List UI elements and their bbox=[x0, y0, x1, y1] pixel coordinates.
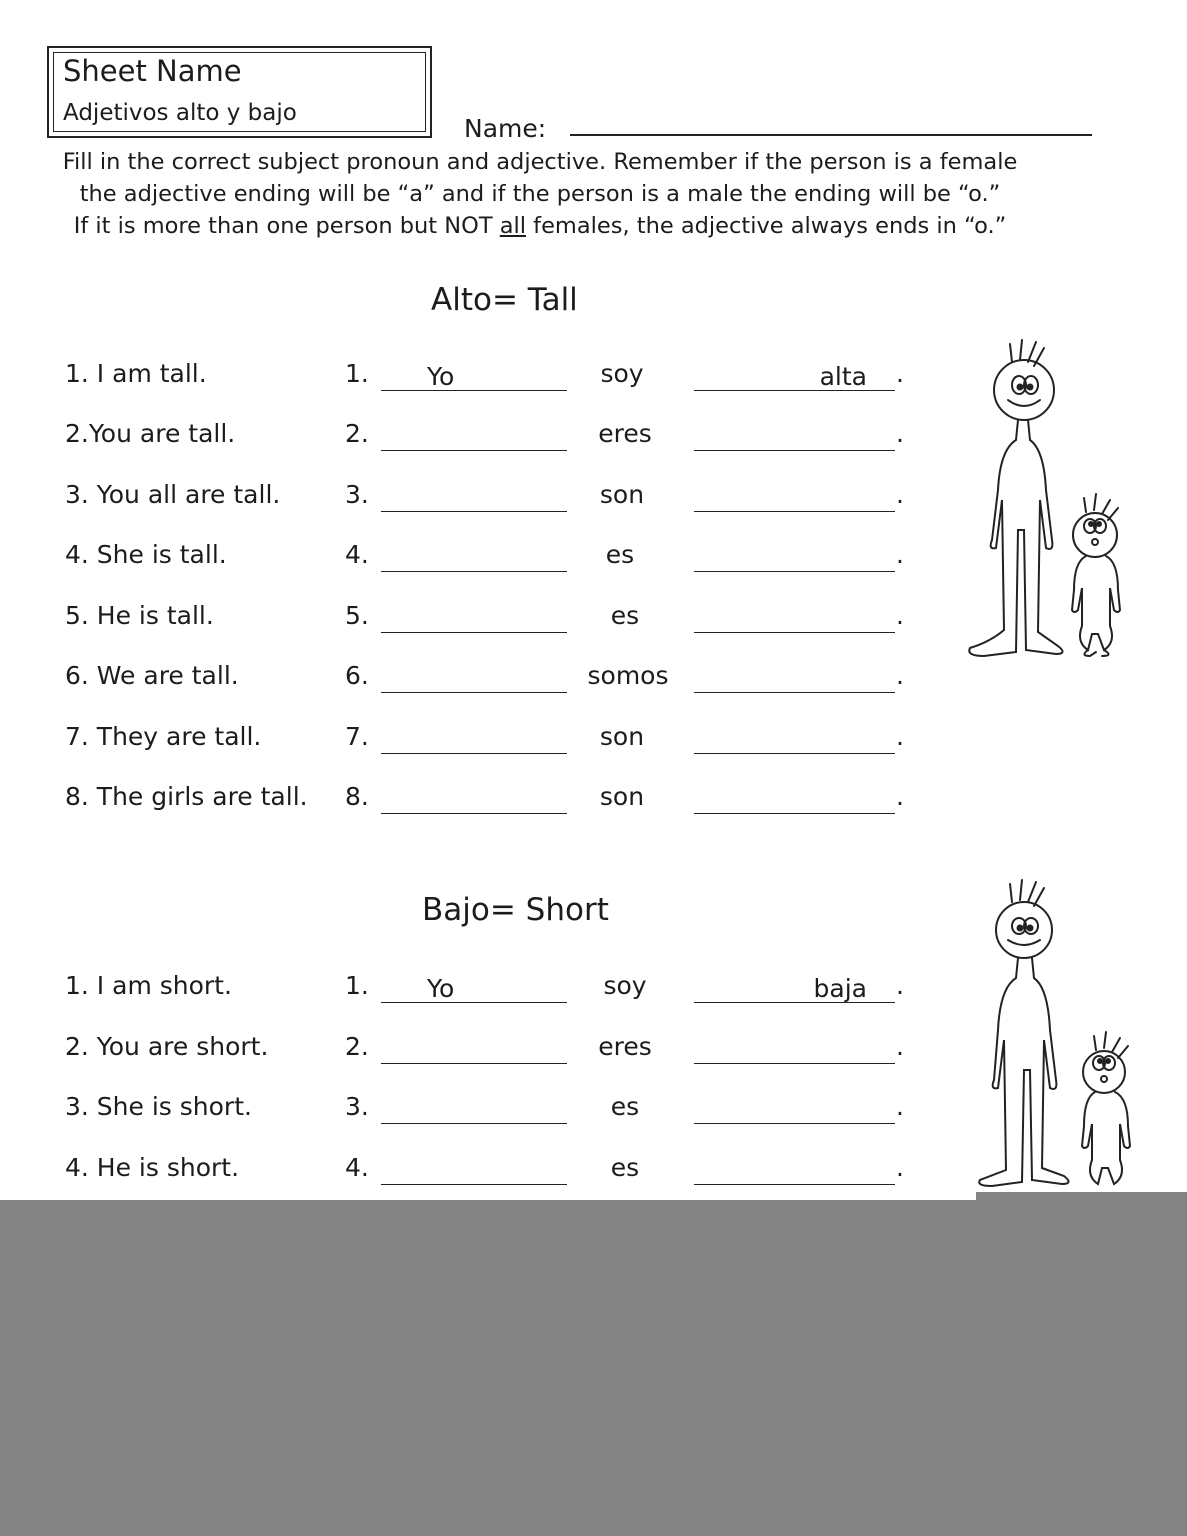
exercise-english-sentence: 1. I am short. bbox=[65, 971, 232, 1000]
exercise-english-sentence: 5. He is tall. bbox=[65, 601, 214, 630]
sentence-period: . bbox=[896, 540, 904, 569]
sentence-period: . bbox=[896, 661, 904, 690]
verb-form: son bbox=[599, 722, 645, 751]
exercise-number: 1. bbox=[345, 971, 369, 1000]
exercise-english-sentence: 6. We are tall. bbox=[65, 661, 239, 690]
exercise-number: 7. bbox=[345, 722, 369, 751]
pronoun-blank[interactable] bbox=[381, 663, 567, 693]
gray-overlay-area bbox=[0, 1200, 1187, 1536]
exercise-number: 2. bbox=[345, 419, 369, 448]
exercise-number: 2. bbox=[345, 1032, 369, 1061]
verb-form: eres bbox=[598, 419, 652, 448]
adjective-blank[interactable] bbox=[694, 603, 895, 633]
exercise-number: 8. bbox=[345, 782, 369, 811]
pronoun-blank[interactable] bbox=[381, 542, 567, 572]
section-title-short: Bajo= Short bbox=[422, 892, 609, 928]
pronoun-blank[interactable] bbox=[381, 361, 567, 391]
verb-form: eres bbox=[598, 1032, 652, 1061]
exercise-english-sentence: 4. He is short. bbox=[65, 1153, 240, 1182]
name-blank-line[interactable] bbox=[570, 134, 1092, 136]
pronoun-blank[interactable] bbox=[381, 603, 567, 633]
sheet-title: Sheet Name bbox=[63, 54, 242, 88]
exercise-number: 6. bbox=[345, 661, 369, 690]
pronoun-blank[interactable] bbox=[381, 1155, 567, 1185]
adjective-answer: baja bbox=[813, 974, 867, 1003]
verb-form: soy bbox=[603, 971, 647, 1000]
sentence-period: . bbox=[896, 601, 904, 630]
adjective-answer: alta bbox=[819, 362, 867, 391]
pronoun-blank[interactable] bbox=[381, 784, 567, 814]
exercise-number: 5. bbox=[345, 601, 369, 630]
adjective-blank[interactable] bbox=[694, 973, 895, 1003]
instructions-line-3-start: If it is more than one person but NOT bbox=[73, 213, 500, 239]
adjective-blank[interactable] bbox=[694, 784, 895, 814]
sentence-period: . bbox=[896, 1153, 904, 1182]
sentence-period: . bbox=[896, 782, 904, 811]
verb-form: es bbox=[605, 540, 635, 569]
sentence-period: . bbox=[896, 971, 904, 1000]
adjective-blank[interactable] bbox=[694, 542, 895, 572]
instructions-line-1: Fill in the correct subject pronoun and adjective. Remember if the person is a female bbox=[62, 149, 1018, 175]
pronoun-blank[interactable] bbox=[381, 482, 567, 512]
verb-form: es bbox=[610, 1092, 640, 1121]
exercise-english-sentence: 3. She is short. bbox=[65, 1092, 252, 1121]
sentence-period: . bbox=[896, 480, 904, 509]
pronoun-blank[interactable] bbox=[381, 1094, 567, 1124]
pronoun-answer: Yo bbox=[427, 362, 455, 391]
verb-form: son bbox=[599, 782, 645, 811]
pronoun-blank[interactable] bbox=[381, 421, 567, 451]
exercise-english-sentence: 3. You all are tall. bbox=[65, 480, 281, 509]
verb-form: son bbox=[599, 480, 645, 509]
sheet-subtitle: Adjetivos alto y bajo bbox=[63, 100, 297, 126]
instructions-line-3 bbox=[40, 210, 1040, 242]
adjective-blank[interactable] bbox=[694, 1034, 895, 1064]
adjective-blank[interactable] bbox=[694, 482, 895, 512]
pronoun-blank[interactable] bbox=[381, 724, 567, 754]
exercise-number: 1. bbox=[345, 359, 369, 388]
tall-and-short-figures-illustration bbox=[940, 330, 1140, 670]
instructions-line-3-end: females, the adjective always ends in “o.” bbox=[526, 213, 1007, 239]
exercise-number: 4. bbox=[345, 1153, 369, 1182]
tall-and-short-figures-illustration-2 bbox=[950, 870, 1150, 1200]
sentence-period: . bbox=[896, 359, 904, 388]
pronoun-blank[interactable] bbox=[381, 973, 567, 1003]
instructions-underlined-all: all bbox=[499, 213, 527, 239]
pronoun-blank[interactable] bbox=[381, 1034, 567, 1064]
verb-form: somos bbox=[587, 661, 669, 690]
name-label: Name: bbox=[464, 114, 547, 143]
adjective-blank[interactable] bbox=[694, 1155, 895, 1185]
exercise-english-sentence: 7. They are tall. bbox=[65, 722, 262, 751]
exercise-number: 4. bbox=[345, 540, 369, 569]
verb-form: es bbox=[610, 601, 640, 630]
adjective-blank[interactable] bbox=[694, 1094, 895, 1124]
exercise-english-sentence: 2.You are tall. bbox=[65, 419, 236, 448]
instructions-line-2: the adjective ending will be “a” and if the person is a male the ending will be “o.” bbox=[79, 181, 1001, 207]
exercise-number: 3. bbox=[345, 480, 369, 509]
sentence-period: . bbox=[896, 722, 904, 751]
adjective-blank[interactable] bbox=[694, 724, 895, 754]
adjective-blank[interactable] bbox=[694, 361, 895, 391]
exercise-english-sentence: 1. I am tall. bbox=[65, 359, 207, 388]
adjective-blank[interactable] bbox=[694, 421, 895, 451]
sentence-period: . bbox=[896, 1032, 904, 1061]
sentence-period: . bbox=[896, 419, 904, 448]
exercise-english-sentence: 8. The girls are tall. bbox=[65, 782, 308, 811]
exercise-number: 3. bbox=[345, 1092, 369, 1121]
adjective-blank[interactable] bbox=[694, 663, 895, 693]
sheet-name-box bbox=[47, 46, 432, 138]
section-title-tall: Alto= Tall bbox=[431, 282, 578, 318]
sentence-period: . bbox=[896, 1092, 904, 1121]
pronoun-answer: Yo bbox=[427, 974, 455, 1003]
exercise-english-sentence: 2. You are short. bbox=[65, 1032, 269, 1061]
exercise-english-sentence: 4. She is tall. bbox=[65, 540, 227, 569]
verb-form: es bbox=[610, 1153, 640, 1182]
verb-form: soy bbox=[600, 359, 644, 388]
